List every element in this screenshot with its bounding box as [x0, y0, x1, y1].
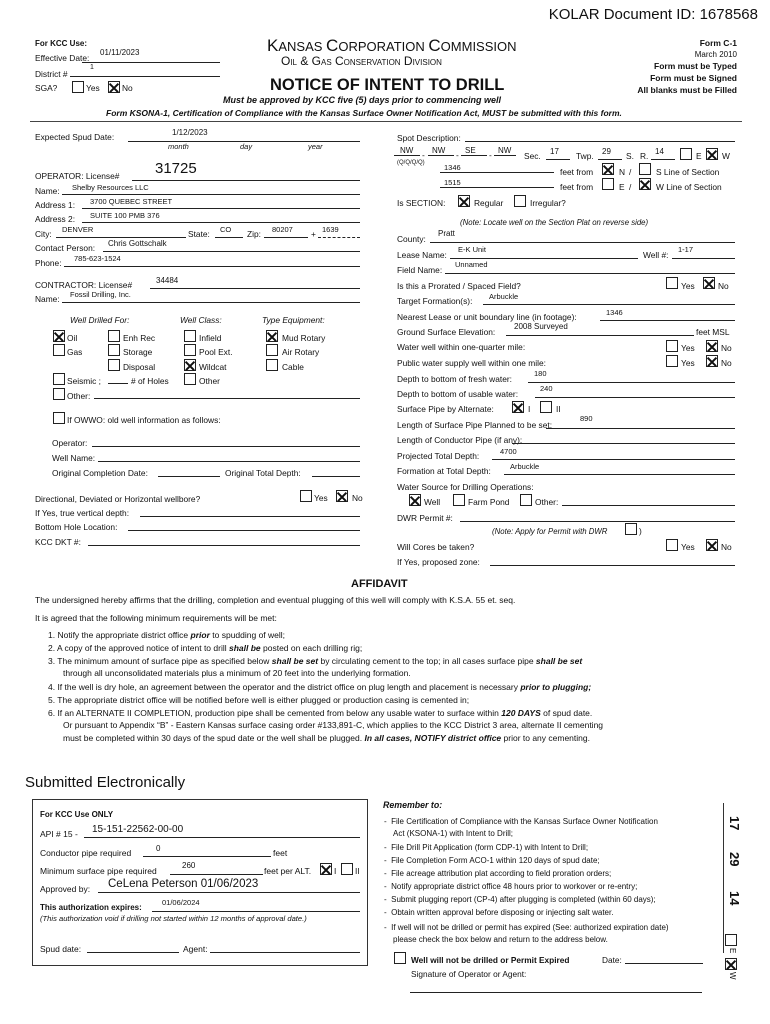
enh-rec-label: Enh Rec [123, 333, 156, 343]
projected-depth-label: Projected Total Depth: [397, 451, 480, 461]
spot-q2[interactable]: NW [432, 146, 446, 155]
signature-label: Signature of Operator or Agent: [411, 969, 527, 979]
cable-checkbox[interactable] [266, 359, 278, 371]
city-label: City: [35, 229, 52, 239]
spot-q1[interactable]: NW [400, 146, 414, 155]
form-date: March 2010 [694, 50, 737, 59]
req-typed: Form must be Typed [654, 61, 737, 71]
kcc-agent-label: Agent: [183, 944, 208, 954]
bottom-hole-label: Bottom Hole Location: [35, 522, 118, 532]
storage-checkbox[interactable] [108, 344, 120, 356]
conductor-pipe-value[interactable]: 0 [156, 844, 161, 853]
dwr-note: (Note: Apply for Permit with DWR [492, 527, 608, 536]
alt-ii-checkbox[interactable] [540, 401, 552, 413]
sga-no-checkbox[interactable] [108, 81, 120, 93]
api-label: API # 15 - [40, 829, 78, 839]
fresh-water-value[interactable]: 180 [534, 369, 547, 378]
ksona-cert-line: Form KSONA-1, Certification of Compliance with the Kansas Surface Owner Notification Act, MUST be submitted with this form. [106, 108, 622, 118]
gas-checkbox[interactable] [53, 344, 65, 356]
type-equipment-header: Type Equipment: [262, 315, 325, 325]
effective-date-value[interactable]: 01/11/2023 [100, 48, 140, 57]
form-title: NOTICE OF INTENT TO DRILL [270, 76, 505, 94]
nearest-lease-value[interactable]: 1346 [606, 308, 623, 317]
old-operator-label: Operator: [52, 438, 88, 448]
remember-item-4: - File acreage attribution plat according to field proration orders; [384, 869, 612, 878]
affidavit-item-3: 3. The minimum amount of surface pipe as specified below shall be set by circulating cement to the top; in all cases surface pipe shall be set [48, 656, 583, 666]
irregular-checkbox[interactable] [514, 195, 526, 207]
spot-label: Spot Description: [397, 133, 461, 143]
contractor-license-label: CONTRACTOR: License# [35, 280, 133, 290]
form-subtitle: Must be approved by KCC five (5) days prior to commencing well [223, 95, 502, 105]
other-class-label: Other [199, 376, 220, 386]
infield-label: Infield [199, 333, 222, 343]
district-label: District # [35, 69, 68, 79]
range-w-label: W [722, 151, 730, 161]
public-water-label: Public water supply well within one mile: [397, 358, 546, 368]
affidavit-item-2: 2. A copy of the approved notice of intent to drill shall be posted on each drilling rig; [48, 643, 363, 653]
contractor-license-value[interactable]: 34484 [156, 276, 179, 285]
holes-label: # of Holes [131, 376, 169, 386]
not-drilled-label: Well will not be drilled or Permit Expired [411, 955, 570, 965]
field-value[interactable]: Unnamed [455, 260, 488, 269]
owwo-checkbox[interactable] [53, 412, 65, 424]
water-quarter-label: Water well within one-quarter mile: [397, 342, 526, 352]
form-id: Form C-1 [699, 38, 737, 48]
zip-value[interactable]: 80207 [272, 225, 293, 234]
s-line-label: S Line of Section [656, 167, 720, 177]
disposal-label: Disposal [123, 362, 156, 372]
ns-feet-value[interactable]: 1346 [444, 163, 461, 172]
n-checkbox[interactable] [602, 163, 614, 175]
remember-item-1: - File Certification of Compliance with the Kansas Surface Owner Notification [384, 817, 658, 826]
pool-ext-checkbox[interactable] [184, 344, 196, 356]
kcc-box-title: For KCC Use ONLY [40, 810, 114, 819]
water-qtr-yes-checkbox[interactable] [666, 340, 678, 352]
wildcat-label: Wildcat [199, 362, 227, 372]
city-value[interactable]: DENVER [62, 225, 94, 234]
affidavit-item-6-cont1: Or pursuant to Appendix “B” - Eastern Kansas surface casing order #133,891-C, which applies to the KCC District 3 area, alternate II cementing [63, 720, 604, 730]
seismic-label: Seismic ; [67, 376, 101, 386]
contact-label: Contact Person: [35, 243, 96, 253]
address1-value[interactable]: 3700 QUEBEC STREET [90, 197, 173, 206]
affidavit-item-5: 5. The appropriate district office will be notified before well is either plugged or production casing is cemented in; [48, 695, 470, 705]
directional-yes-checkbox[interactable] [300, 490, 312, 502]
county-label: County: [397, 234, 426, 244]
contact-value[interactable]: Chris Gottschalk [108, 239, 167, 248]
water-other-label: Other: [535, 497, 559, 507]
cores-label: Will Cores be taken? [397, 542, 475, 552]
operator-license-label: OPERATOR: License# [35, 171, 120, 181]
fresh-water-label: Depth to bottom of fresh water: [397, 374, 512, 384]
e-line-label: E [619, 182, 625, 192]
target-formation-value[interactable]: Arbuckle [489, 292, 519, 301]
other-class-checkbox[interactable] [184, 373, 196, 385]
ew-feet-from-label: feet from [560, 182, 594, 192]
alt-i-checkbox[interactable] [512, 401, 524, 413]
affidavit-title: AFFIDAVIT [351, 578, 408, 590]
not-drilled-date-label: Date: [602, 955, 622, 965]
twp-s: S. [626, 151, 634, 161]
public-water-yes-checkbox[interactable] [666, 355, 678, 367]
target-formation-label: Target Formation(s): [397, 296, 473, 306]
range-label: R. [640, 151, 649, 161]
kcc-spud-date-label: Spud date: [40, 944, 82, 954]
gas-label: Gas [67, 347, 83, 357]
prorated-no-checkbox[interactable] [703, 277, 715, 289]
kcc-alt-ii-checkbox[interactable] [341, 863, 353, 875]
surface-pipe-length-label: Length of Surface Pipe Planned to be set: [397, 420, 553, 430]
side-w-checkbox[interactable] [725, 958, 737, 970]
void-note: (This authorization void if drilling not started within 12 months of approval date.) [40, 914, 307, 923]
regular-checkbox[interactable] [458, 195, 470, 207]
well-number-value[interactable]: 1-17 [678, 245, 694, 254]
side-w-label: W [728, 972, 737, 980]
seismic-checkbox[interactable] [53, 373, 65, 385]
effective-date-label: Effective Date: [35, 53, 90, 63]
nearest-lease-label: Nearest Lease or unit boundary line (in footage): [397, 312, 577, 322]
lease-label: Lease Name: [397, 250, 447, 260]
ns-feet-from-label: feet from [560, 167, 594, 177]
water-qtr-no-checkbox[interactable] [706, 340, 718, 352]
range-e-label: E [696, 151, 702, 161]
kcc-use-title: For KCC Use: [35, 39, 88, 48]
ew-feet-value[interactable]: 1515 [444, 178, 461, 187]
spud-day-caption: day [240, 142, 253, 151]
contractor-name-value[interactable]: Fossil Drilling, Inc. [70, 290, 131, 299]
public-water-no-label: No [721, 358, 732, 368]
operator-name-value[interactable]: Shelby Resources LLC [72, 183, 149, 192]
cable-label: Cable [282, 362, 304, 372]
true-vertical-label: If Yes, true vertical depth: [35, 508, 130, 518]
regular-label: Regular [474, 198, 504, 208]
oil-checkbox[interactable] [53, 330, 65, 342]
cores-yes-checkbox[interactable] [666, 539, 678, 551]
approved-by-value[interactable]: CeLena Peterson 01/06/2023 [108, 878, 259, 890]
locate-note: (Note: Locate well on the Section Plat on reverse side) [460, 218, 649, 227]
sec-value[interactable]: 17 [550, 147, 559, 156]
pipe-alternate-label: Surface Pipe by Alternate: [397, 404, 494, 414]
remember-item-7: - Obtain written approval before disposing or injecting salt water. [384, 908, 614, 917]
directional-no-label: No [352, 493, 363, 503]
oil-label: Oil [67, 333, 78, 343]
orig-completion-label: Original Completion Date: [52, 468, 148, 478]
public-water-no-checkbox[interactable] [706, 355, 718, 367]
infield-checkbox[interactable] [184, 330, 196, 342]
remember-item-6: - Submit plugging report (CP-4) after plugging is completed (within 60 days); [384, 895, 656, 904]
conductor-pipe-label: Conductor pipe required [40, 848, 132, 858]
side-township: 29 [727, 852, 742, 867]
water-other-checkbox[interactable] [520, 494, 532, 506]
affidavit-item-6: 6. If an ALTERNATE II COMPLETION, production pipe shall be cemented from below any usable water to surface within 120 DAYS of spud date. [48, 708, 593, 718]
alt-i-label: I [528, 404, 531, 414]
prorated-label: Is this a Prorated / Spaced Field? [397, 281, 521, 291]
spud-date-value[interactable]: 1/12/2023 [172, 128, 208, 137]
water-qtr-no-label: No [721, 343, 732, 353]
spud-year-caption: year [308, 142, 323, 151]
directional-label: Directional, Deviated or Horizontal wellbore? [35, 494, 201, 504]
mud-rotary-label: Mud Rotary [282, 333, 326, 343]
address1-label: Address 1: [35, 200, 76, 210]
spud-date-label: Expected Spud Date: [35, 132, 115, 142]
state-value[interactable]: CO [220, 225, 232, 234]
expires-label: This authorization expires: [40, 903, 142, 912]
contractor-name-label: Name: [35, 294, 60, 304]
req-filled: All blanks must be Filled [637, 85, 737, 95]
public-water-yes-label: Yes [681, 358, 695, 368]
other-label: Other: [67, 391, 91, 401]
operator-license-value[interactable]: 31725 [155, 160, 197, 177]
surface-pipe-length-value[interactable]: 890 [580, 414, 593, 423]
sec-label: Sec. [524, 151, 541, 161]
spot-q3[interactable]: SE [465, 146, 476, 155]
document-id: KOLAR Document ID: 1678568 [548, 6, 758, 23]
zip-plus: + [311, 229, 316, 239]
kcc-dkt-label: KCC DKT #: [35, 537, 81, 547]
farm-pond-checkbox[interactable] [453, 494, 465, 506]
remember-title: Remember to: [383, 800, 443, 810]
feet-msl-label: feet MSL [696, 327, 730, 337]
e-line-checkbox[interactable] [602, 178, 614, 190]
is-section-label: Is SECTION: [397, 198, 446, 208]
water-well-label: Well [424, 497, 441, 507]
mud-rotary-checkbox[interactable] [266, 330, 278, 342]
affidavit-intro: The undersigned hereby affirms that the drilling, completion and eventual plugging of this well will comply with K.S.A. 55 et. seq. [35, 595, 516, 605]
field-label: Field Name: [397, 265, 443, 275]
usable-water-value[interactable]: 240 [540, 384, 553, 393]
kcc-alt-i-checkbox[interactable] [320, 863, 332, 875]
sga-no-label: No [122, 83, 133, 93]
side-section: 17 [727, 816, 742, 831]
remember-item-3: - File Completion Form ACO-1 within 120 days of spud date; [384, 856, 600, 865]
usable-water-label: Depth to bottom of usable water: [397, 389, 519, 399]
affidavit-item-3-cont: through all unconsolidated materials plus a minimum of 20 feet into the underlying formation. [63, 668, 411, 678]
enh-rec-checkbox[interactable] [108, 330, 120, 342]
irregular-label: Irregular? [530, 198, 566, 208]
alt-ii-label: II [556, 404, 561, 414]
county-value[interactable]: Pratt [438, 229, 455, 238]
sga-label: SGA? [35, 83, 58, 93]
dwr-checkbox[interactable] [625, 523, 637, 535]
range-e-checkbox[interactable] [680, 148, 692, 160]
elevation-value[interactable]: 2008 Surveyed [514, 322, 568, 331]
s-checkbox[interactable] [639, 163, 651, 175]
phone-label: Phone: [35, 258, 62, 268]
water-qtr-yes-label: Yes [681, 343, 695, 353]
side-e-label: E [728, 948, 737, 954]
qq-note: (Q/Q/Q/Q) [397, 160, 425, 166]
affidavit-item-6-cont2: must be completed within 30 days of the spud date or the well shall be plugged. In all cases, NOTIFY district office prior to any cementing. [63, 733, 590, 743]
disposal-checkbox[interactable] [108, 359, 120, 371]
spot-q4[interactable]: NW [498, 146, 512, 155]
prorated-yes-checkbox[interactable] [666, 277, 678, 289]
remember-item-1-cont: Act (KSONA-1) with Intent to Drill; [393, 829, 514, 838]
elevation-label: Ground Surface Elevation: [397, 327, 496, 337]
formation-td-label: Formation at Total Depth: [397, 466, 491, 476]
old-well-name-label: Well Name: [52, 453, 96, 463]
side-range: 14 [727, 891, 742, 906]
not-drilled-checkbox[interactable] [394, 952, 406, 964]
cores-yes-label: Yes [681, 542, 695, 552]
well-class-header: Well Class: [180, 315, 222, 325]
twp-label: Twp. [576, 151, 594, 161]
approved-by-label: Approved by: [40, 884, 91, 894]
remember-item-8-cont: please check the box below and return to the address below. [393, 935, 608, 944]
cores-no-checkbox[interactable] [706, 539, 718, 551]
proposed-zone-label: If Yes, proposed zone: [397, 557, 480, 567]
division-name: Oil & Gas Conservation Division [281, 54, 442, 68]
api-value[interactable]: 15-151-22562-00-00 [92, 824, 184, 835]
lease-value[interactable]: E-K Unit [458, 245, 486, 254]
air-rotary-label: Air Rotary [282, 347, 320, 357]
affidavit-item-4: 4. If the well is dry hole, an agreement between the operator and the district office on plug length and placement is necessary prior to plugging; [48, 682, 592, 692]
water-well-checkbox[interactable] [409, 494, 421, 506]
state-label: State: [188, 229, 210, 239]
formation-td-value[interactable]: Arbuckle [510, 462, 540, 471]
other-checkbox[interactable] [53, 388, 65, 400]
conductor-length-label: Length of Conductor Pipe (if any): [397, 435, 523, 445]
req-signed: Form must be Signed [650, 73, 737, 83]
air-rotary-checkbox[interactable] [266, 344, 278, 356]
w-line-label: W Line of Section [656, 182, 722, 192]
orig-depth-label: Original Total Depth: [225, 468, 301, 478]
feet-per-alt-label: feet per ALT. [264, 866, 312, 876]
district-value[interactable]: 1 [90, 64, 94, 71]
spud-month-caption: month [168, 142, 189, 151]
remember-item-8: - If well will not be drilled or permit has expired (See: authorized expiration date) [384, 923, 669, 932]
sga-yes-checkbox[interactable] [72, 81, 84, 93]
remember-item-5: - Notify appropriate district office 48 hours prior to workover or re-entry; [384, 882, 638, 891]
directional-yes-label: Yes [314, 493, 328, 503]
owwo-label: If OWWO: old well information as follows: [67, 415, 221, 425]
projected-depth-value[interactable]: 4700 [500, 447, 517, 456]
min-surface-label: Minimum surface pipe required [40, 866, 157, 876]
prorated-no-label: No [718, 281, 729, 291]
phone-value[interactable]: 785-623-1524 [74, 254, 121, 263]
well-number-label: Well #: [643, 250, 669, 260]
water-source-label: Water Source for Drilling Operations: [397, 482, 534, 492]
storage-label: Storage [123, 347, 153, 357]
pool-ext-label: Pool Ext. [199, 347, 233, 357]
remember-item-2: - File Drill Pit Application (form CDP-1) with Intent to Drill; [384, 843, 589, 852]
affidavit-item-1: 1. Notify the appropriate district office prior to spudding of well; [48, 630, 286, 640]
address2-value[interactable]: SUITE 100 PMB 376 [90, 211, 160, 220]
range-w-checkbox[interactable] [706, 148, 718, 160]
range-value[interactable]: 14 [655, 147, 664, 156]
affidavit-agreed: It is agreed that the following minimum requirements will be met: [35, 613, 277, 623]
conductor-feet-label: feet [273, 848, 288, 858]
well-drilled-for-header: Well Drilled For: [70, 315, 130, 325]
zip-label: Zip: [247, 229, 261, 239]
agency-name: KANSAS CORPORATION COMMISSION [267, 36, 517, 55]
cores-no-label: No [721, 542, 732, 552]
zip4-value[interactable]: 1639 [322, 225, 339, 234]
farm-pond-label: Farm Pond [468, 497, 510, 507]
w-line-checkbox[interactable] [639, 178, 651, 190]
directional-no-checkbox[interactable] [336, 490, 348, 502]
twp-value[interactable]: 29 [602, 147, 611, 156]
expires-value[interactable]: 01/06/2024 [162, 898, 200, 907]
operator-name-label: Name: [35, 186, 60, 196]
wildcat-checkbox[interactable] [184, 359, 196, 371]
kcc-alt-ii-label: II [355, 866, 360, 876]
address2-label: Address 2: [35, 214, 76, 224]
dwr-permit-label: DWR Permit #: [397, 513, 453, 523]
kcc-alt-i-label: I [334, 866, 337, 876]
prorated-yes-label: Yes [681, 281, 695, 291]
sga-yes-label: Yes [86, 83, 100, 93]
min-surface-value[interactable]: 260 [182, 861, 196, 870]
side-e-checkbox[interactable] [725, 934, 737, 946]
submitted-electronically: Submitted Electronically [25, 774, 186, 791]
n-label: N [619, 167, 626, 177]
